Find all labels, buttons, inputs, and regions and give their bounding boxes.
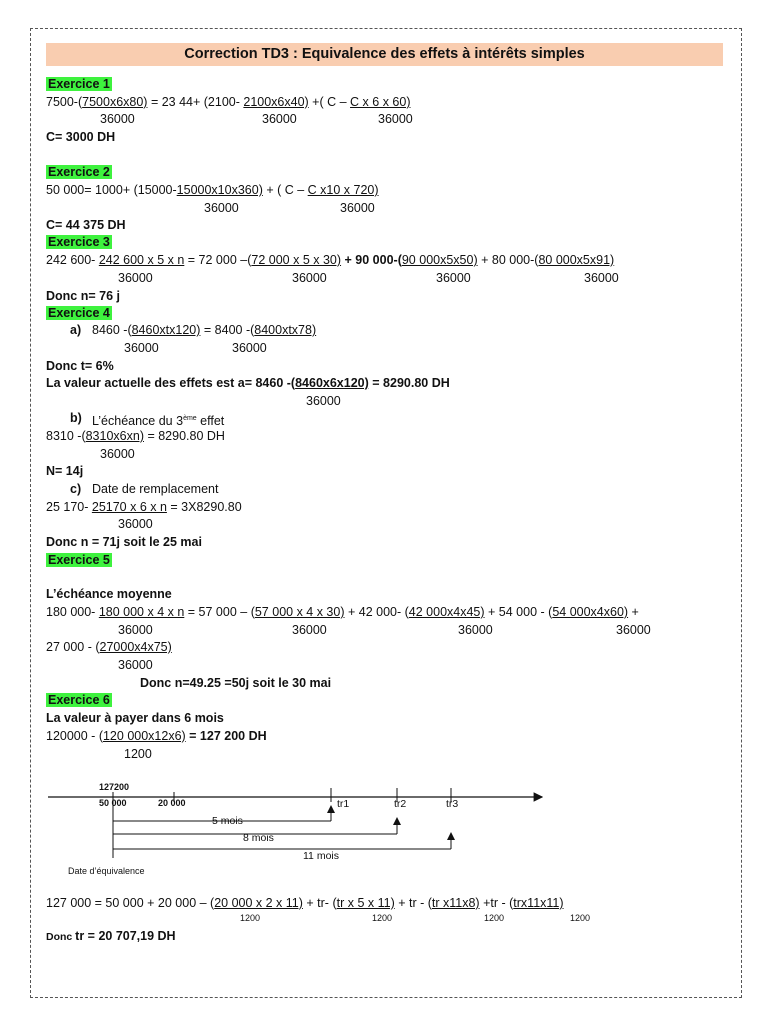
ex2-result: C= 44 375 DH xyxy=(46,218,126,232)
ex4-t-result: Donc t= 6% xyxy=(46,359,114,373)
ex5-denom-4: 36000 xyxy=(616,623,651,637)
exercice-5-label: Exercice 5 xyxy=(48,553,110,567)
ex5-denom-3: 36000 xyxy=(458,623,493,637)
duration-label-5: 5 mois xyxy=(212,815,243,827)
duration-label-11: 11 mois xyxy=(303,850,339,862)
ex4-a-denom-1: 36000 xyxy=(124,341,159,355)
ex1-equation: 7500-(7500x6x80) = 23 44+ (2100- 2100x6x40) +( C – C x 6 x 60) xyxy=(46,95,411,109)
ex4-a-equation: 8460 -(8460xtx120) = 8400 -(8400xtx78) xyxy=(92,323,317,337)
ex6-equation: 120000 - (120 000x12x6) = 127 200 DH xyxy=(46,729,267,743)
ex4-valeur-denom: 36000 xyxy=(306,394,341,408)
ex5-heading: L’échéance moyenne xyxy=(46,587,172,601)
ex6-final-denom-4: 1200 xyxy=(570,913,591,923)
duration-label-8: 8 mois xyxy=(243,832,274,844)
ex2-denom-2: 36000 xyxy=(340,201,375,215)
ex4-b-denom: 36000 xyxy=(100,447,135,461)
ex3-result: Donc n= 76 j xyxy=(46,289,120,303)
ex6-final-equation: 127 000 = 50 000 + 20 000 – (20 000 x 2 x 11) + tr- (tr x 5 x 11) + tr - (tr x11x8) +tr - (trx11x11) xyxy=(46,896,564,910)
ex2-denom-1: 36000 xyxy=(204,201,239,215)
page-title: Correction TD3 : Equivalence des effets à intérêts simples xyxy=(46,43,723,66)
ex4-valeur-actuelle: La valeur actuelle des effets est a= 8460 -(8460x6x120) = 8290.80 DH xyxy=(46,376,450,390)
ex3-denom-2: 36000 xyxy=(292,271,327,285)
ex6-denom: 1200 xyxy=(124,747,152,761)
ex1-result: C= 3000 DH xyxy=(46,130,116,144)
ex6-final-result: Donc tr = 20 707,19 DH xyxy=(46,929,176,943)
ex4-n-result: N= 14j xyxy=(46,464,84,478)
ex4-b-label: b) xyxy=(70,411,82,425)
ex5-denom-2: 36000 xyxy=(292,623,327,637)
ex4-a-label: a) xyxy=(70,323,82,337)
ex6-heading: La valeur à payer dans 6 mois xyxy=(46,711,224,725)
exercice-3-label: Exercice 3 xyxy=(48,235,110,249)
ex5-equation-line2: 27 000 - (27000x4x75) xyxy=(46,640,172,654)
ex5-equation: 180 000- 180 000 x 4 x n = 57 000 – (57 000 x 4 x 30) + 42 000- (42 000x4x45) + 54 000 - (54 000x4x60) + xyxy=(46,605,639,619)
exercice-6-label: Exercice 6 xyxy=(48,693,110,707)
ex3-denom-3: 36000 xyxy=(436,271,471,285)
ex4-b-heading: L’échéance du 3ème effet xyxy=(92,414,225,429)
timeline-effect-tr1: tr1 xyxy=(337,798,350,810)
timeline-tick-label-1: 50 000 xyxy=(99,798,127,808)
ex4-c-equation: 25 170- 25170 x 6 x n = 3X8290.80 xyxy=(46,500,242,514)
timeline-effect-tr2: tr2 xyxy=(394,798,407,810)
ex6-final-denom-3: 1200 xyxy=(484,913,505,923)
ex5-line2-denom: 36000 xyxy=(118,658,153,672)
ex6-final-denom-2: 1200 xyxy=(372,913,393,923)
exercice-2-label: Exercice 2 xyxy=(48,165,110,179)
ex1-denom-1: 36000 xyxy=(100,112,135,126)
ex1-denom-2: 36000 xyxy=(262,112,297,126)
ex4-c-label: c) xyxy=(70,482,82,496)
date-equivalence-label: Date d’équivalence xyxy=(68,866,145,876)
ex1-denom-3: 36000 xyxy=(378,112,413,126)
exercice-1-label: Exercice 1 xyxy=(48,77,110,91)
ex2-equation: 50 000= 1000+ (15000-15000x10x360) + ( C – C x10 x 720) xyxy=(46,183,379,197)
ex4-a-denom-2: 36000 xyxy=(232,341,267,355)
ex3-equation: 242 600- 242 600 x 5 x n = 72 000 –(72 000 x 5 x 30) + 90 000-(90 000x5x50) + 80 000-(80 000x5x91) xyxy=(46,253,615,267)
ex6-final-denom-1: 1200 xyxy=(240,913,261,923)
exercice-4-label: Exercice 4 xyxy=(48,306,110,320)
ex4-b-equation: 8310 -(8310x6xn) = 8290.80 DH xyxy=(46,429,225,443)
ex3-denom-4: 36000 xyxy=(584,271,619,285)
ex3-denom-1: 36000 xyxy=(118,271,153,285)
ex5-denom-1: 36000 xyxy=(118,623,153,637)
ex4-c-result: Donc n = 71j soit le 25 mai xyxy=(46,535,202,549)
timeline-tick-label-2: 20 000 xyxy=(158,798,186,808)
ex4-c-heading: Date de remplacement xyxy=(92,482,219,496)
timeline-effect-tr3: tr3 xyxy=(446,798,459,810)
timeline-top-label: 127200 xyxy=(99,782,130,792)
ex5-result: Donc n=49.25 =50j soit le 30 mai xyxy=(140,676,332,690)
ex4-c-denom: 36000 xyxy=(118,517,153,531)
